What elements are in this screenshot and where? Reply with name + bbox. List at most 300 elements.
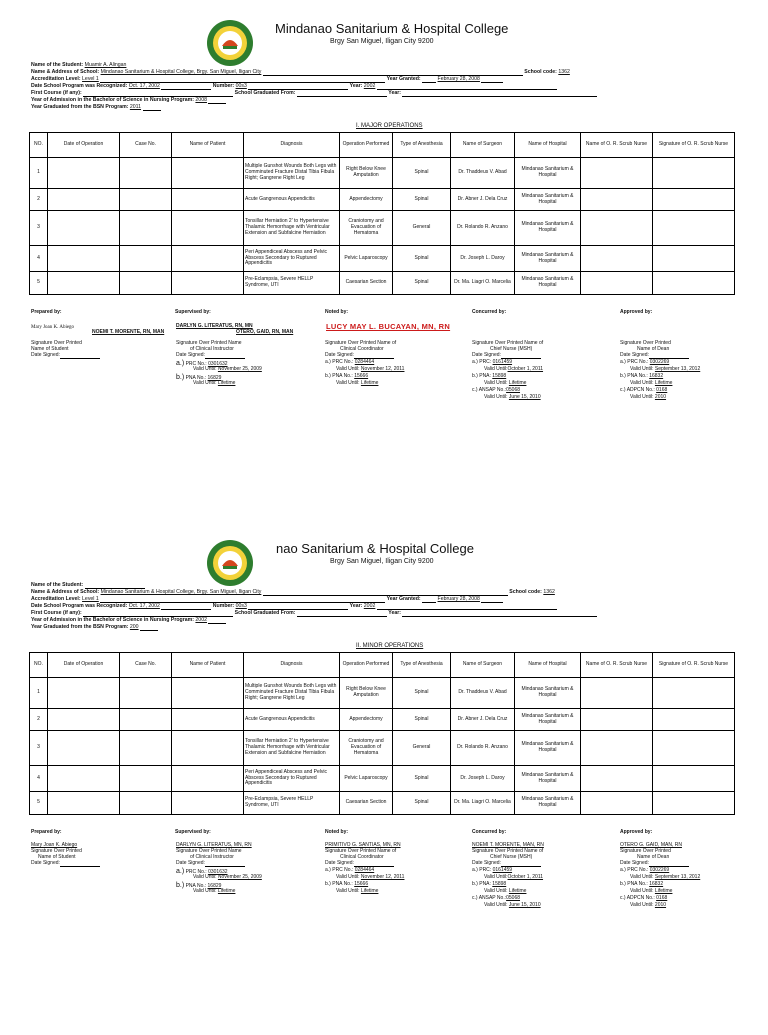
supervised-by-heading: Supervised by: [175,309,211,315]
college-name: Mindanao Sanitarium & Hospital College [275,21,509,36]
instructor-pna-valid: Valid Until: Lifetime [193,380,236,386]
header-col-date: Date of Operation [48,653,120,678]
chief-nurse-ansap: c.) ANSAP No.:05068 [472,387,521,393]
student-info-block [31,63,663,123]
chief-nurse-ansap-valid: Valid Until: June 15, 2010 [484,902,541,908]
year-label: Year: [349,603,363,609]
instructor-caption: Signature Over Printed Name [176,848,242,854]
chief-nurse-pna-valid: Valid Until: Lifetime [484,888,527,894]
table-row [30,158,735,189]
header-col-no: NO. [30,653,48,678]
header-col-date: Date of Operation [48,133,120,158]
cell-date [48,211,120,246]
date-program-value: Oct. 17, 2002 [128,83,160,89]
admission-year-label: Year of Admission in the Bachelor of Science in Nursing Program: [31,97,194,103]
cell-diagnosis: Peri Appendiceal Abscess and Pelvic Abscess Secondary to Ruptured Appendicitis [244,246,340,272]
supervised-by-heading: Supervised by: [175,829,211,835]
cell-scrub-nurse [581,272,653,295]
college-address: Brgy San Miguel, Iligan City 9200 [330,38,434,45]
cell-no: 4 [30,766,48,792]
coordinator-caption: Clinical Coordinator [340,346,384,352]
dean-prc: a.) PRC No.: 0302269 [620,867,670,873]
year-granted-value: February 28, 2008 [437,596,480,602]
cell-no: 3 [30,731,48,766]
cell-operation: Pelvic Laparoscopy [340,766,393,792]
cell-scrub-nurse [581,211,653,246]
header-col-operation: Operation Performed [340,133,393,158]
noted-by-heading: Noted by: [325,309,349,315]
year-label: Year: [388,90,401,96]
student-caption: Signature Over Printed [31,340,82,346]
cell-anesthesia: Spinal [393,158,451,189]
dean-pna: b.) PNA No.: 16832 [620,881,664,887]
coordinator-caption: Signature Over Printed Name of [325,848,397,854]
table-row [30,731,735,766]
cell-case-no [120,189,172,211]
page-header [0,10,768,60]
number-value: 00s3 [235,83,247,89]
graduation-year-label: Year Graduated from the BSN Program: [31,624,129,630]
cell-patient [172,211,244,246]
cell-diagnosis: Multiple Gunshot Wounds Both Legs with Comminuted Fracture Distal Tibia Fibula Right; Gangrene Right Leg [244,678,340,709]
school-label: Name & Address of School: [31,69,100,75]
chief-nurse-ansap-valid: Valid Until: June 15, 2010 [484,394,541,400]
cell-operation: Right Below Knee Amputation [340,678,393,709]
cell-scrub-signature [653,189,735,211]
instructor-signature-name: DARLYN G. LITERATUS, RN, MN [176,323,253,329]
cell-no: 3 [30,211,48,246]
graduation-year-value: 200 [129,624,139,630]
operations-table [29,652,735,815]
graduation-year-row [31,625,158,632]
instructor-date: Date Signed: [176,861,245,867]
table-row [30,792,735,815]
table-row [30,211,735,246]
cell-patient [172,272,244,295]
table-row [30,246,735,272]
year-value: 2002 [363,603,376,609]
college-seal-logo [205,538,255,588]
page-header [0,530,768,580]
header-col-case-no: Case No. [120,653,172,678]
school-row [31,70,663,77]
cell-operation: Caesarian Section [340,272,393,295]
instructor-caption: of Clinical Instructor [190,346,234,352]
year-label: Year: [388,610,401,616]
cell-anesthesia: General [393,211,451,246]
chief-nurse-caption: Signature Over Printed Name of [472,848,544,854]
student-name-label: Name of the Student: [31,62,84,68]
cell-surgeon: Dr. Rolando R. Anzano [451,731,515,766]
table-header-row [30,653,735,678]
dean-pna-valid: Valid Until: Lifetime [630,380,673,386]
cell-surgeon: Dr. Abner J. Dela Cruz [451,189,515,211]
chief-nurse-prc-valid: Valid Until:October 1, 2011 [484,366,544,372]
cell-scrub-nurse [581,709,653,731]
cell-operation: Caesarian Section [340,792,393,815]
cell-patient [172,678,244,709]
cell-hospital: Mindanao Sanitarium & Hospital [515,211,581,246]
college-address: Brgy San Miguel, Iligan City 9200 [330,558,434,565]
prepared-by-heading: Prepared by: [31,829,62,835]
chief-nurse-prc: a.) PRC: 0161459 [472,867,513,873]
cell-patient [172,709,244,731]
cell-date [48,792,120,815]
dean-caption: Name of Dean [637,346,670,352]
coordinator-pna: b.) PNA No.: 15666 [325,881,369,887]
cell-hospital: Mindanao Sanitarium & Hospital [515,731,581,766]
instructor-prc-valid: Valid Until: November 25, 2009 [193,366,262,372]
cell-case-no [120,731,172,766]
header-col-scrub-signature: Signature of O. R. Scrub Nurse [653,133,735,158]
cell-scrub-signature [653,272,735,295]
coordinator-pna-valid: Valid Until: Lifetime [336,888,379,894]
cell-case-no [120,158,172,189]
cell-anesthesia: Spinal [393,189,451,211]
cell-no: 4 [30,246,48,272]
cell-hospital: Mindanao Sanitarium & Hospital [515,766,581,792]
number-value: 00s3 [235,603,247,609]
cell-scrub-signature [653,211,735,246]
cell-date [48,709,120,731]
cell-anesthesia: Spinal [393,766,451,792]
header-col-scrub-nurse: Name of O. R. Scrub Nurse [581,653,653,678]
cell-patient [172,792,244,815]
cell-surgeon: Dr. Rolando R. Anzano [451,211,515,246]
admission-year-value: 2002 [195,617,207,623]
header-col-patient: Name of Patient [172,133,244,158]
student-name-value: Muamir A. Alingan [84,62,127,68]
cell-case-no [120,709,172,731]
dean-pna-valid: Valid Until: Lifetime [630,888,673,894]
cell-scrub-nurse [581,678,653,709]
chief-nurse-prc: a.) PRC: 0161459 [472,359,513,365]
cell-scrub-nurse [581,189,653,211]
header-col-hospital: Name of Hospital [515,133,581,158]
dean-adpcn: c.) ADPCN No.: 0168 [620,387,668,393]
coordinator-prc: a.) PRC No.: 0284464 [325,867,375,873]
first-course-label: First Course (if any): [31,90,82,96]
cell-diagnosis: Pre-Eclampsia, Severe HELLP Syndrome, UTI [244,272,340,295]
coordinator-pna-valid: Valid Until: Lifetime [336,380,379,386]
section-title: I. MAJOR OPERATIONS [356,123,423,129]
chief-nurse-signature-name: NOEMI T. MORENTE, RN, MAN [92,329,165,335]
cell-patient [172,246,244,272]
cell-operation: Pelvic Laparoscopy [340,246,393,272]
coordinator-prc: a.) PRC No.: 0284464 [325,359,375,365]
cell-no: 5 [30,792,48,815]
operations-table [29,132,735,295]
cell-surgeon: Dr. Abner J. Dela Cruz [451,709,515,731]
cell-date [48,189,120,211]
chief-nurse-prc-valid: Valid Until:October 1, 2011 [484,874,544,880]
year-value: 2002 [363,83,376,89]
header-col-diagnosis: Diagnosis [244,133,340,158]
year-granted-value: February 28, 2008 [437,76,480,82]
first-course-label: First Course (if any): [31,610,82,616]
cell-date [48,731,120,766]
header-col-no: NO. [30,133,48,158]
cell-hospital: Mindanao Sanitarium & Hospital [515,678,581,709]
dean-adpcn: c.) ADPCN No.: 0168 [620,895,668,901]
graduation-year-value: 2011 [129,104,142,110]
prepared-by-heading: Prepared by: [31,309,62,315]
header-col-anesthesia: Type of Anesthesia [393,133,451,158]
instructor-signature-name: DARLYN G. LITERATUS, MN, RN [176,842,252,848]
cell-scrub-signature [653,678,735,709]
admission-year-label: Year of Admission in the Bachelor of Science in Nursing Program: [31,617,194,623]
dean-signature-name: OTERO G. GAID, MAN, RN [620,842,682,848]
cell-case-no [120,246,172,272]
cell-diagnosis: Multiple Gunshot Wounds Both Legs with Comminuted Fracture Distal Tibia Fibula Right; Gangrene Right Leg [244,158,340,189]
cell-scrub-nurse [581,246,653,272]
college-name: nao Sanitarium & Hospital College [276,541,474,556]
cell-diagnosis: Pre-Eclampsia, Severe HELLP Syndrome, UTI [244,792,340,815]
cell-surgeon: Dr. Thaddeus V. Abad [451,678,515,709]
header-col-anesthesia: Type of Anesthesia [393,653,451,678]
accreditation-label: Accreditation Level: [31,76,81,82]
noted-by-heading: Noted by: [325,829,349,835]
dean-caption: Signature Over Printed [620,848,671,854]
cell-surgeon: Dr. Ma. Liagri O. Marcelia [451,272,515,295]
cell-scrub-signature [653,709,735,731]
date-program-value: Oct. 17, 2002 [128,603,160,609]
cell-patient [172,731,244,766]
table-header-row [30,133,735,158]
student-signature-name: Mary Joan K. Abiego [31,325,75,330]
header-col-surgeon: Name of Surgeon [451,653,515,678]
instructor-prc: a.) PRC No.: 0301632 [176,360,228,367]
chief-nurse-caption: Signature Over Printed Name of [472,340,544,346]
school-label: Name & Address of School: [31,589,100,595]
header-col-scrub-signature: Signature of O. R. Scrub Nurse [653,653,735,678]
cell-diagnosis: Tonsillar Herniation 2' to Hypertensive Thalamic Hemorrhage with Ventricular Extension and Subfalcine Herniation [244,211,340,246]
dean-adpcn-valid: Valid Until: 2010 [630,394,667,400]
student-name-label: Name of the Student: [31,582,84,588]
cell-hospital: Mindanao Sanitarium & Hospital [515,246,581,272]
approved-by-heading: Approved by: [620,829,653,835]
cell-anesthesia: Spinal [393,678,451,709]
school-value: Mindanao Sanitarium & Hospital College, Brgy. San Miguel, Iligan City [100,69,262,75]
concurred-by-heading: Concurred by: [472,309,507,315]
coordinator-caption: Clinical Coordinator [340,854,384,860]
student-info-block [31,583,663,643]
coordinator-date: Date Signed: [325,861,394,867]
cell-scrub-signature [653,246,735,272]
dean-date: Date Signed: [620,353,689,359]
date-program-label: Date School Program was Recognized: [31,83,128,89]
cell-date [48,158,120,189]
cell-hospital: Mindanao Sanitarium & Hospital [515,272,581,295]
header-col-operation: Operation Performed [340,653,393,678]
student-caption: Name of Student [38,854,76,860]
cell-anesthesia: Spinal [393,272,451,295]
number-label: Number: [212,603,235,609]
dean-adpcn-valid: Valid Until: 2010 [630,902,667,908]
cell-scrub-signature [653,792,735,815]
cell-case-no [120,792,172,815]
cell-date [48,766,120,792]
school-code-label: School code: [524,69,557,75]
cell-case-no [120,766,172,792]
instructor-prc-valid: Valid Until: November 25, 2009 [193,874,262,880]
chief-nurse-caption: Chief Nurse (MSH) [490,854,533,860]
coordinator-prc-valid: Valid Until: November 12, 2011 [336,366,405,372]
student-date: Date Signed: [31,861,100,867]
cell-diagnosis: Acute Gangrenous Appendicitis [244,189,340,211]
header-col-case-no: Case No. [120,133,172,158]
cell-surgeon: Dr. Thaddeus V. Abad [451,158,515,189]
header-col-diagnosis: Diagnosis [244,653,340,678]
cell-date [48,272,120,295]
accreditation-value: Level 1 [82,596,99,602]
chief-nurse-date: Date Signed: [472,353,541,359]
number-label: Number: [212,83,235,89]
header-col-hospital: Name of Hospital [515,653,581,678]
instructor-date: Date Signed: [176,353,245,359]
coordinator-signature-name: LUCY MAY L. BUCAYAN, MN, RN [326,322,451,331]
cell-case-no [120,272,172,295]
cell-hospital: Mindanao Sanitarium & Hospital [515,709,581,731]
cell-case-no [120,678,172,709]
cell-patient [172,766,244,792]
dean-pna: b.) PNA No.: 16832 [620,373,664,379]
school-value: Mindanao Sanitarium & Hospital College, Brgy. San Miguel, Iligan City [100,589,262,595]
chief-nurse-signature-name: NOEMI T. MORENTE, MAN, RN [472,842,544,848]
student-date: Date Signed: [31,353,100,359]
table-row [30,189,735,211]
dean-prc-valid: Valid Until: September 13, 2012 [630,366,701,372]
cell-hospital: Mindanao Sanitarium & Hospital [515,158,581,189]
dean-prc-valid: Valid Until: September 13, 2012 [630,874,701,880]
instructor-pna: b.) PNA No.: 16829 [176,374,222,381]
instructor-caption: of Clinical Instructor [190,854,234,860]
college-seal-logo [205,18,255,68]
cell-scrub-signature [653,731,735,766]
coordinator-caption: Signature Over Printed Name of [325,340,397,346]
cell-diagnosis: Tonsillar Herniation 2' to Hypertensive Thalamic Hemorrhage with Ventricular Extension and Subfalcine Herniation [244,731,340,766]
year-granted-label: Year Granted: [386,76,421,82]
cell-anesthesia: Spinal [393,246,451,272]
student-signature-name: Mary Joan K. Abiego [31,842,78,848]
cell-patient [172,189,244,211]
cell-scrub-signature [653,766,735,792]
cell-operation: Right Below Knee Amputation [340,158,393,189]
chief-nurse-date: Date Signed: [472,861,541,867]
cell-scrub-signature [653,158,735,189]
cell-scrub-nurse [581,792,653,815]
cell-diagnosis: Peri Appendiceal Abscess and Pelvic Abscess Secondary to Ruptured Appendicitis [244,766,340,792]
section-title: II. MINOR OPERATIONS [356,643,424,649]
table-body [30,158,735,295]
dean-prc: a.) PRC No.: 0302269 [620,359,670,365]
dean-caption: Signature Over Printed [620,340,671,346]
cell-anesthesia: Spinal [393,709,451,731]
cell-operation: Appendectomy [340,189,393,211]
year-granted-label: Year Granted: [386,596,421,602]
cell-scrub-nurse [581,766,653,792]
cell-no: 5 [30,272,48,295]
cell-no: 2 [30,709,48,731]
school-code-value: 1362 [543,589,555,595]
cell-date [48,678,120,709]
instructor-pna: b.) PNA No.: 16829 [176,882,222,889]
form-page-1 [0,10,768,515]
cell-surgeon: Dr. Ma. Liagri O. Marcelia [451,792,515,815]
chief-nurse-caption: Chief Nurse (MSH) [490,346,533,352]
dean-signature-name: OTERO, GAID, RN, MAN [236,329,294,335]
cell-surgeon: Dr. Joseph L. Daroy [451,766,515,792]
school-graduated-label: School Graduated From: [234,610,296,616]
accreditation-value: Level 1 [82,76,99,82]
coordinator-signature-name: PRIMITIVO G. SANTIAS, MN, RN [325,842,401,848]
table-body [30,678,735,815]
cell-no: 2 [30,189,48,211]
school-code-value: 1362 [558,69,570,75]
instructor-pna-valid: Valid Until: Lifetime [193,888,236,894]
header-col-surgeon: Name of Surgeon [451,133,515,158]
table-row [30,272,735,295]
cell-scrub-nurse [581,731,653,766]
coordinator-pna: b.) PNA No.: 15666 [325,373,369,379]
cell-patient [172,158,244,189]
dean-caption: Name of Dean [637,854,670,860]
instructor-prc: a.) PRC No.: 0301632 [176,868,228,875]
school-code-label: School code: [509,589,542,595]
approved-by-heading: Approved by: [620,309,653,315]
school-graduated-label: School Graduated From: [234,90,296,96]
student-caption: Name of Student [31,346,69,352]
cell-operation: Craniotomy and Evacuation of Hematoma [340,211,393,246]
chief-nurse-pna: b.) PNA: 15898 [472,373,507,379]
graduation-year-label: Year Graduated from the BSN Program: [31,104,129,110]
cell-case-no [120,211,172,246]
cell-hospital: Mindanao Sanitarium & Hospital [515,189,581,211]
chief-nurse-pna-valid: Valid Until: Lifetime [484,380,527,386]
cell-no: 1 [30,678,48,709]
cell-anesthesia: Spinal [393,792,451,815]
header-col-patient: Name of Patient [172,653,244,678]
chief-nurse-pna: b.) PNA: 15898 [472,881,507,887]
cell-scrub-nurse [581,158,653,189]
student-caption: Signature Over Printed [31,848,82,854]
cell-no: 1 [30,158,48,189]
chief-nurse-ansap: c.) ANSAP No.:05068 [472,895,521,901]
cell-date [48,246,120,272]
coordinator-prc-valid: Valid Until: November 12, 2011 [336,874,405,880]
accreditation-label: Accreditation Level: [31,596,81,602]
table-row [30,709,735,731]
cell-anesthesia: General [393,731,451,766]
table-row [30,678,735,709]
admission-year-value: 2008 [195,97,207,103]
cell-hospital: Mindanao Sanitarium & Hospital [515,792,581,815]
cell-operation: Craniotomy and Evacuation of Hematoma [340,731,393,766]
form-page-2 [0,530,768,1035]
instructor-caption: Signature Over Printed Name [176,340,242,346]
date-program-label: Date School Program was Recognized: [31,603,128,609]
cell-surgeon: Dr. Joseph L. Daroy [451,246,515,272]
dean-date: Date Signed: [620,861,689,867]
concurred-by-heading: Concurred by: [472,829,507,835]
table-row [30,766,735,792]
graduation-year-row [31,105,161,112]
header-col-scrub-nurse: Name of O. R. Scrub Nurse [581,133,653,158]
cell-diagnosis: Acute Gangrenous Appendicitis [244,709,340,731]
coordinator-date: Date Signed: [325,353,394,359]
cell-operation: Appendectomy [340,709,393,731]
year-label: Year: [349,83,363,89]
